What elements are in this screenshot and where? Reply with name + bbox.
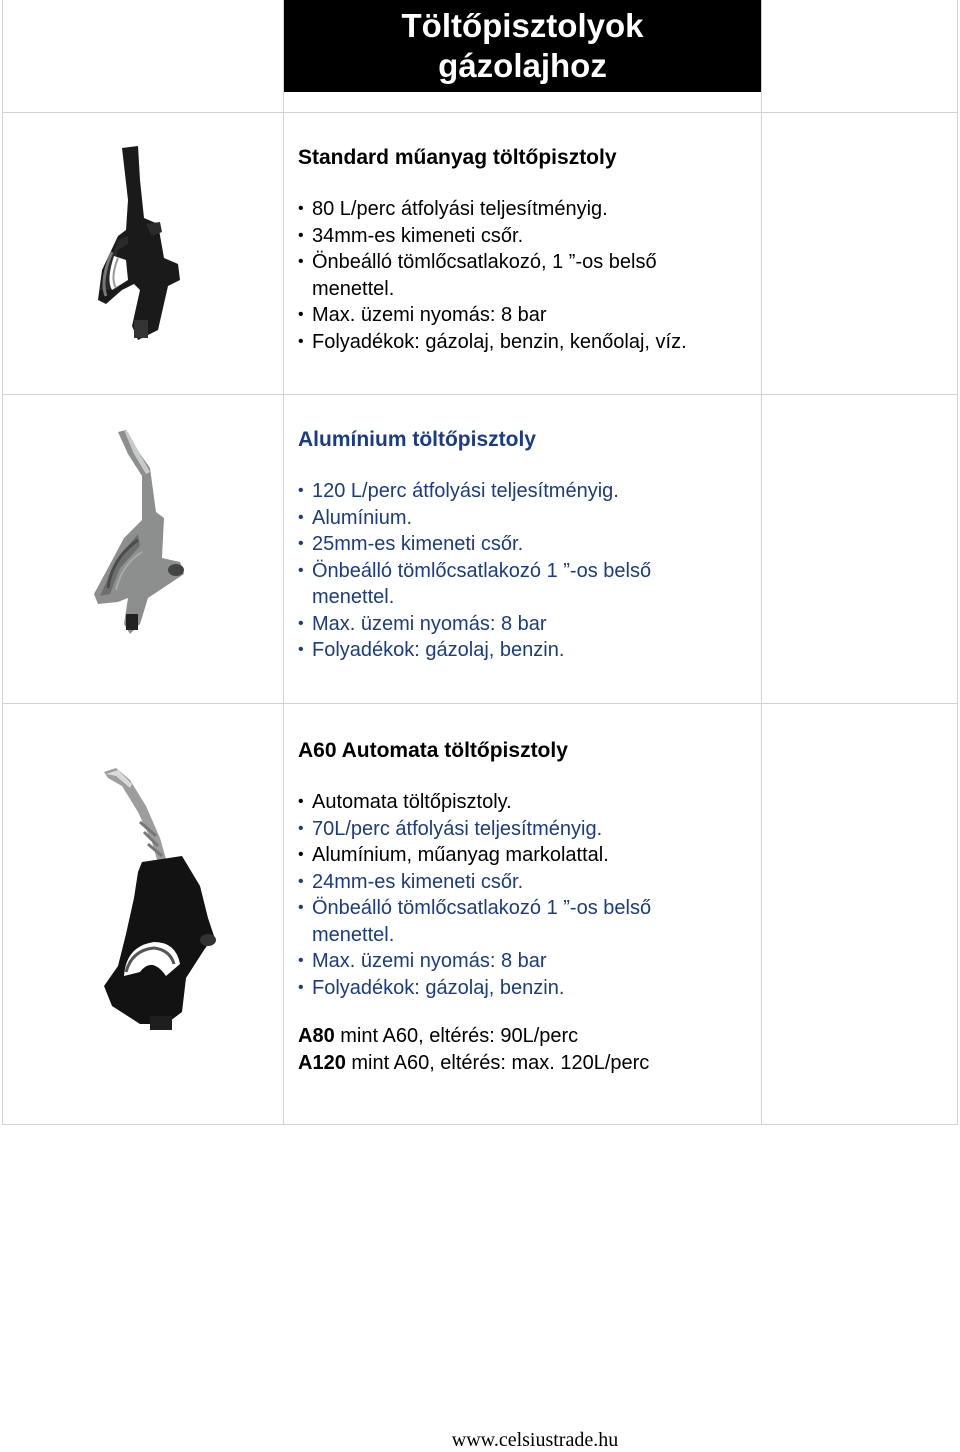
- feature-item: • 70L/perc átfolyási teljesítményig.: [298, 816, 758, 843]
- feature-item: • Alumínium, műanyag markolattal.: [298, 842, 758, 869]
- feature-item: • Önbeálló tömlőcsatlakozó, 1 ”-os belső: [298, 249, 758, 276]
- feature-item: • Max. üzemi nyomás: 8 bar: [298, 948, 758, 975]
- product-aluminium: [298, 428, 758, 664]
- feature-item: • Max. üzemi nyomás: 8 bar: [298, 611, 758, 638]
- grid-line: [2, 394, 958, 395]
- feature-item: • Önbeálló tömlőcsatlakozó 1 ”-os belső: [298, 895, 758, 922]
- grid-line: [2, 0, 3, 1125]
- grid-line: [2, 703, 958, 704]
- product-automatic: [298, 739, 758, 1077]
- feature-list: [298, 789, 758, 1001]
- feature-item: • Folyadékok: gázolaj, benzin, kenőolaj, víz.: [298, 329, 758, 356]
- grid-line: [283, 0, 284, 1125]
- grid-line: [957, 0, 958, 1125]
- grid-line: [761, 0, 762, 1125]
- product-title: Alumínium töltőpisztoly: [298, 428, 536, 451]
- feature-item-cont: menettel.: [312, 277, 395, 300]
- feature-item-cont: menettel.: [312, 923, 395, 946]
- variant-model: A80: [298, 1025, 335, 1047]
- footer-website: www.celsiustrade.hu: [451, 1429, 619, 1451]
- feature-item: • 24mm-es kimeneti csőr.: [298, 869, 758, 896]
- variant-text: mint A60, eltérés: max. 120L/perc: [345, 1052, 650, 1074]
- black-plastic-nozzle-icon: [88, 140, 198, 345]
- variant-text: mint A60, eltérés: 90L/perc: [334, 1025, 579, 1047]
- feature-list: [298, 196, 758, 355]
- page-title: [284, 0, 761, 92]
- product-standard: [298, 146, 758, 355]
- feature-item: • 25mm-es kimeneti csőr.: [298, 531, 758, 558]
- page-title-line1: Töltőpisztolyok: [401, 7, 644, 44]
- feature-item-cont: menettel.: [312, 586, 395, 608]
- feature-item: • 120 L/perc átfolyási teljesítményig.: [298, 478, 758, 505]
- grid-line: [2, 1124, 958, 1125]
- feature-item: • Önbeálló tömlőcsatlakozó 1 ”-os belső: [298, 558, 758, 585]
- feature-list: [298, 478, 758, 664]
- automatic-nozzle-icon: [96, 766, 226, 1036]
- page-title-line2: gázolajhoz: [438, 47, 607, 84]
- feature-item: • 80 L/perc átfolyási teljesítményig.: [298, 196, 758, 223]
- feature-item: • Folyadékok: gázolaj, benzin.: [298, 975, 758, 1002]
- product-title: Standard műanyag töltőpisztoly: [298, 146, 617, 169]
- feature-item: • 34mm-es kimeneti csőr.: [298, 223, 758, 250]
- product-title: A60 Automata töltőpisztoly: [298, 739, 568, 762]
- feature-item: • Max. üzemi nyomás: 8 bar: [298, 302, 758, 329]
- feature-item: • Alumínium.: [298, 505, 758, 532]
- variant-model: A120: [298, 1052, 346, 1074]
- variant-note: [298, 1023, 758, 1050]
- variant-note: [298, 1050, 758, 1077]
- grid-line: [2, 112, 958, 113]
- aluminium-nozzle-icon: [88, 428, 198, 640]
- feature-item: • Automata töltőpisztoly.: [298, 789, 758, 816]
- feature-item: • Folyadékok: gázolaj, benzin.: [298, 637, 758, 664]
